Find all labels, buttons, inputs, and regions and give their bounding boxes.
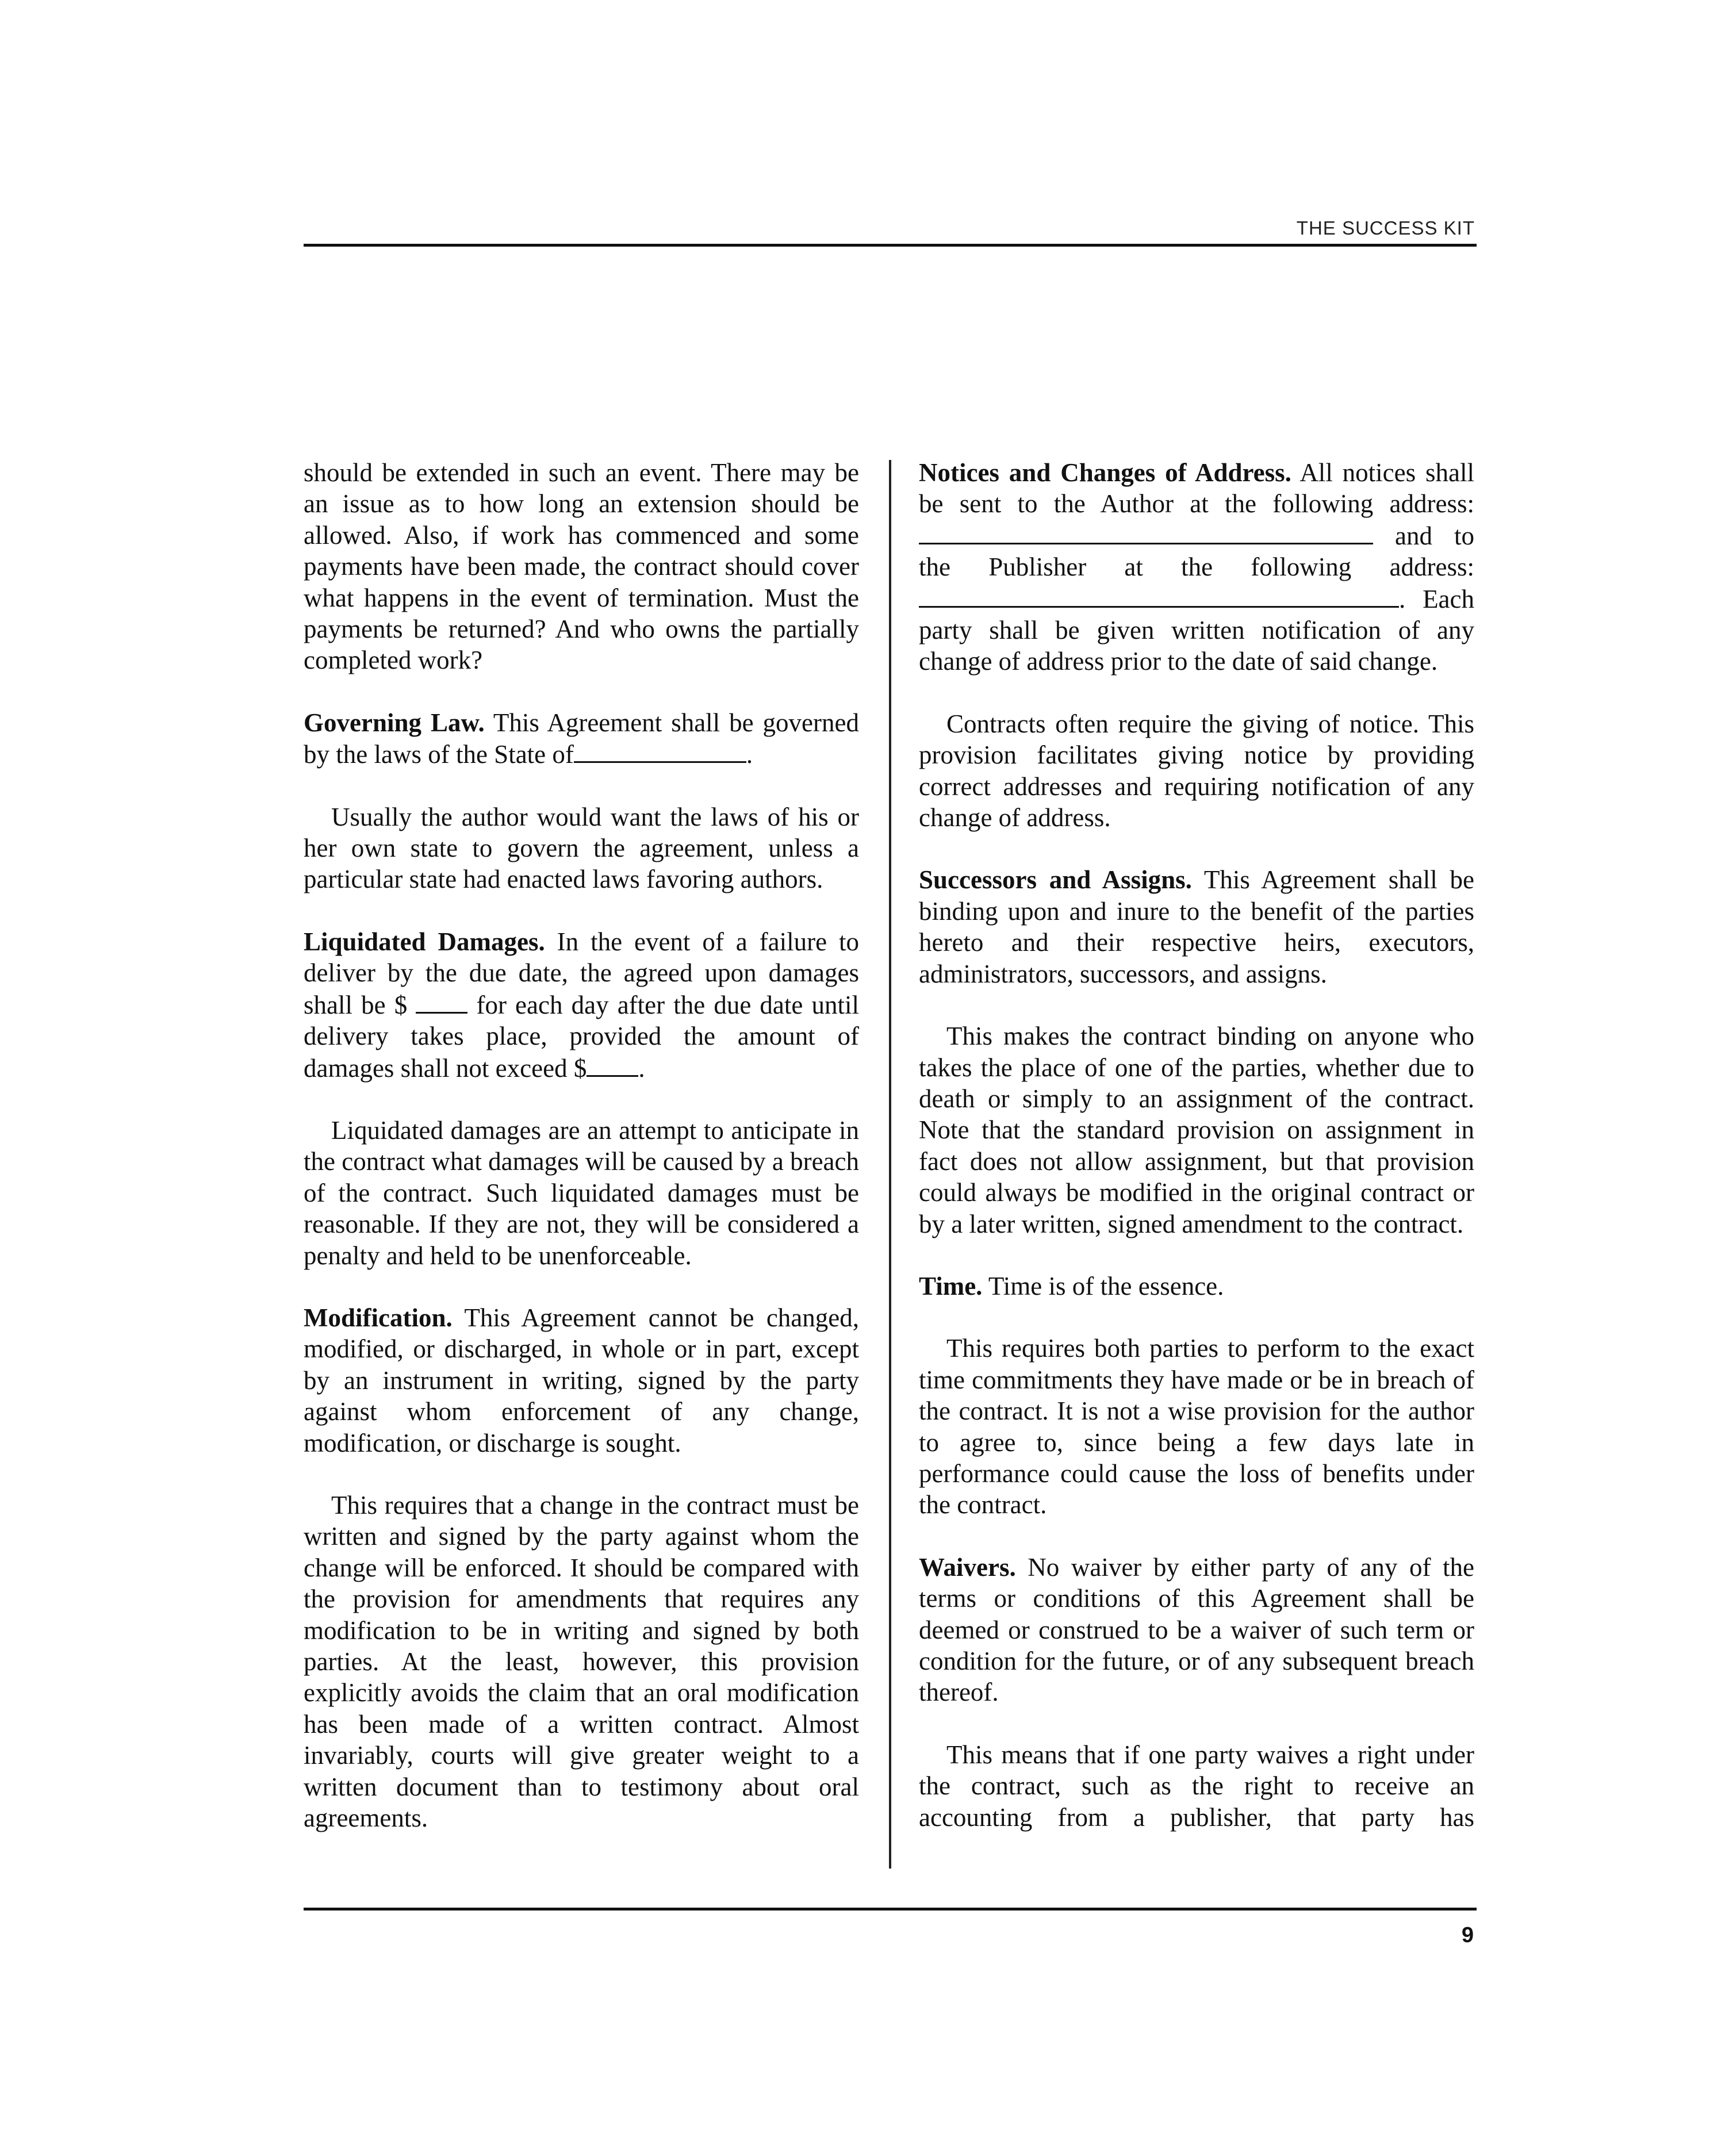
liquidated-damages-text-3: . — [638, 1053, 645, 1083]
clause-heading-time: Time. — [919, 1271, 983, 1300]
page-number: 9 — [1461, 1923, 1474, 1947]
header-rule — [304, 244, 1477, 247]
running-header-title: THE SUCCESS KIT — [1296, 217, 1475, 239]
clause-heading-liquidated-damages: Liquidated Damages. — [304, 927, 545, 956]
clause-heading-governing-law: Governing Law. — [304, 708, 485, 737]
clause-heading-waivers: Waivers. — [919, 1552, 1016, 1582]
author-address-blank-line — [919, 520, 1373, 544]
notices-text-2: and to the Publisher at the following address: — [919, 521, 1474, 582]
column-divider — [889, 460, 891, 1869]
waivers-text: No waiver by either party of any of the terms or conditions of this Agreement shall be deemed or construed to be a waiver of such term or condition for the future, or of any subsequent breach thereof. — [919, 1552, 1475, 1707]
liquidated-damages-text-1: In the event of a failure to deliver by the due date, the agreed upon damages shall be $ — [304, 927, 860, 1019]
footer-rule — [304, 1908, 1477, 1911]
right-column — [919, 457, 1474, 1833]
clause-modification — [304, 1302, 859, 1459]
max-damages-blank-line — [586, 1052, 638, 1077]
notices-text-3: . Each party shall be given written notification of any change of address prior to the date of said change. — [919, 584, 1474, 676]
time-text: Time is of the essence. — [988, 1271, 1224, 1300]
clause-heading-modification: Modification. — [304, 1303, 453, 1332]
clause-time — [919, 1271, 1474, 1302]
clause-governing-law — [304, 707, 859, 770]
paragraph-notices-comment: Contracts often require the giving of notice. This provision facilitates giving notice by providing correct addresses and requiring notification of any change of address. — [919, 709, 1474, 833]
notices-text-1: All notices shall be sent to the Author at the following address: — [919, 458, 1474, 519]
successors-text: This Agreement shall be binding upon and inure to the benefit of the parties hereto and their respective heirs, executors, administrators, successors, and assigns. — [919, 865, 1475, 988]
clause-successors — [919, 864, 1474, 989]
paragraph-liquidated-damages-comment: Liquidated damages are an attempt to anticipate in the contract what damages will be caused by a breach of the contract. Such liquidated damages must be reasonable. If they are not, they will be considered a penalty and held to be unenforceable. — [304, 1115, 859, 1270]
governing-law-text: This Agreement shall be governed by the laws of the State of — [304, 708, 859, 769]
clause-liquidated-damages — [304, 926, 859, 1084]
modification-text: This Agreement cannot be changed, modified, or discharged, in whole or in part, except by an instrument in writing, signed by the party against whom enforcement of any change, modification, or discharge is sought. — [304, 1303, 859, 1457]
paragraph-time-comment: This requires both parties to perform to the exact time commitments they have made or be in breach of the contract. It is not a wise provision for the author to agree to, since being a few days late in performance could cause the loss of benefits under the contract. — [919, 1334, 1474, 1520]
governing-law-period: . — [746, 740, 753, 769]
clause-notices — [919, 457, 1474, 677]
left-column — [304, 457, 859, 1833]
clause-waivers — [919, 1552, 1474, 1708]
paragraph-waivers-comment: This means that if one party waives a right under the contract, such as the right to receive an accounting from a publisher, that party has — [919, 1740, 1474, 1832]
paragraph-termination-continued: should be extended in such an event. There may be an issue as to how long an extension should be allowed. Also, if work has commenced and some payments have been made, the contract should cover what happens in the event of termination. Must the payments be returned? And who owns the partially completed work? — [304, 458, 859, 675]
paragraph-successors-comment: This makes the contract binding on anyone who takes the place of one of the parties, whether due to death or simply to an assignment of the contract. Note that the standard provision on assignment in fact does not allow assignment, but that provision could always be modified in the original contract or by a later written, signed amendment to the contract. — [919, 1022, 1474, 1238]
state-blank-line — [574, 738, 746, 763]
clause-heading-successors: Successors and Assigns. — [919, 865, 1192, 895]
paragraph-governing-law-comment: Usually the author would want the laws of his or her own state to govern the agreement, unless a particular state had enacted laws favoring authors. — [304, 802, 859, 894]
clause-heading-notices: Notices and Changes of Address. — [919, 458, 1291, 487]
publisher-address-blank-line — [919, 583, 1399, 608]
liquidated-damages-text-2: for each day after the due date until delivery takes place, provided the amount of damages shall not exceed $ — [304, 990, 860, 1083]
daily-damages-blank-line — [416, 989, 467, 1014]
paragraph-modification-comment: This requires that a change in the contract must be written and signed by the party against whom the change will be enforced. It should be compared with the provision for amendments that requires any modification to be in writing and signed by both parties. At the least, however, this provision explicitly avoids the claim that an oral modification has been made of a written contract. Almost invariably, courts will give greater weight to a written document than to testimony about oral agreements. — [304, 1490, 859, 1833]
